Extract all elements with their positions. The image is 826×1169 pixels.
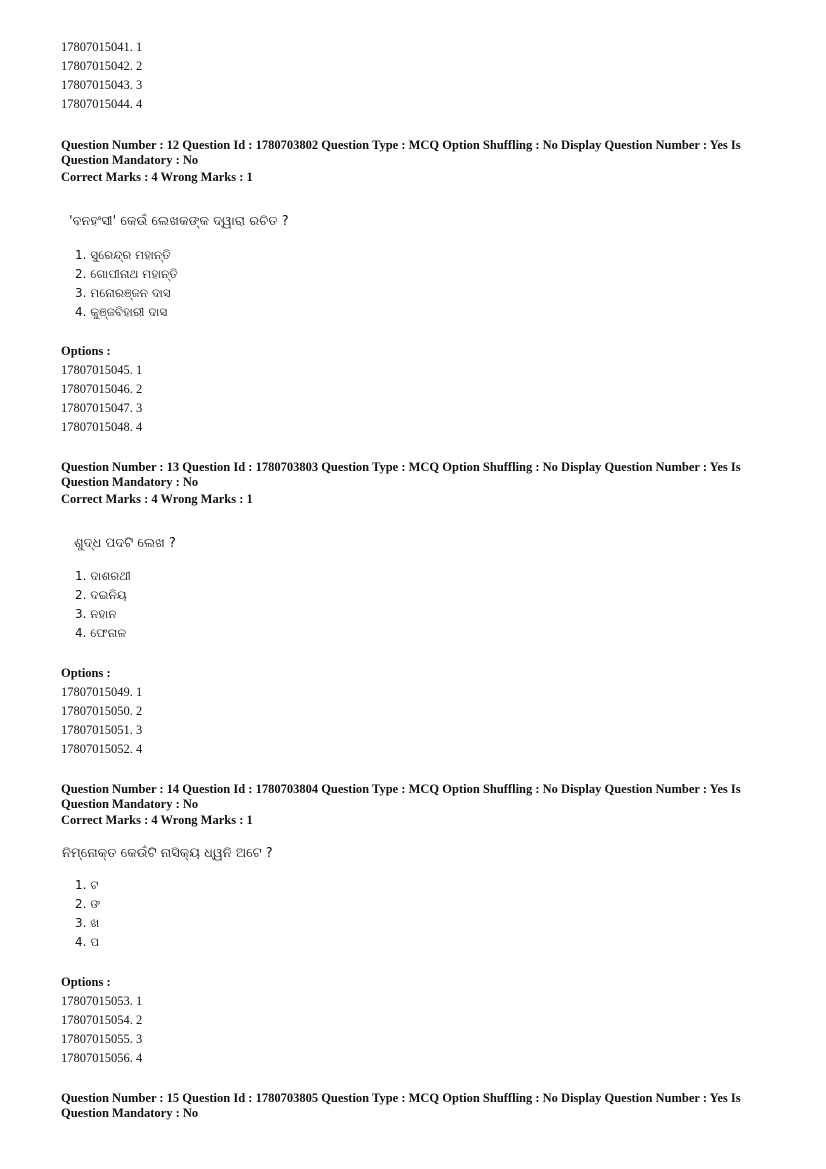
option-id-line: 17807015042. 2 bbox=[61, 59, 143, 73]
q13-option-id: 17807015050. 2 bbox=[61, 704, 143, 718]
q12-choice: 3. ମନୋରଞ୍ଜନ ଦାସ bbox=[75, 286, 171, 300]
q12-option-id: 17807015045. 1 bbox=[61, 363, 143, 377]
q13-question-text: ଶୁଦ୍ଧ ପଦଟି ଲେଖ ? bbox=[74, 536, 176, 551]
q13-choice: 4. ଫେନାଳ bbox=[75, 626, 127, 640]
q13-options-label: Options : bbox=[61, 666, 111, 680]
q13-choice: 1. ଦାଶରଥୀ bbox=[75, 569, 131, 583]
q12-question-text: 'ବନହଂସୀ' କେଉଁ ଲେଖକଙ୍କ ଦ୍ୱାରା ରଚିତ ? bbox=[69, 214, 289, 229]
q14-header: Question Number : 14 Question Id : 1780703804 Question Type : MCQ Option Shuffling : No Display Question Number : Yes Is Question Mandatory : No bbox=[61, 782, 741, 811]
q12-choice: 1. ସୁରେନ୍ଦ୍ର ମହାନ୍ତି bbox=[75, 248, 171, 262]
q14-option-id: 17807015056. 4 bbox=[61, 1051, 143, 1065]
q14-question-text: ନିମ୍ନୋକ୍ତ କେଉଁଟି ନାସିକ୍ୟ ଧ୍ୱନି ଅଟେ ? bbox=[62, 846, 273, 861]
q13-header: Question Number : 13 Question Id : 1780703803 Question Type : MCQ Option Shuffling : No Display Question Number : Yes Is Question Mandatory : No bbox=[61, 460, 741, 489]
q12-options-label: Options : bbox=[61, 344, 111, 358]
q13-option-id: 17807015051. 3 bbox=[61, 723, 143, 737]
q14-option-id: 17807015053. 1 bbox=[61, 994, 143, 1008]
q13-option-id: 17807015049. 1 bbox=[61, 685, 143, 699]
q14-options-label: Options : bbox=[61, 975, 111, 989]
q14-option-id: 17807015055. 3 bbox=[61, 1032, 143, 1046]
q12-option-id: 17807015046. 2 bbox=[61, 382, 143, 396]
q13-option-id: 17807015052. 4 bbox=[61, 742, 143, 756]
q12-option-id: 17807015047. 3 bbox=[61, 401, 143, 415]
q14-option-id: 17807015054. 2 bbox=[61, 1013, 143, 1027]
q14-marks: Correct Marks : 4 Wrong Marks : 1 bbox=[61, 813, 253, 827]
option-id-line: 17807015041. 1 bbox=[61, 40, 143, 54]
q14-choice: 2. ଙ bbox=[75, 897, 101, 911]
q15-header: Question Number : 15 Question Id : 1780703805 Question Type : MCQ Option Shuffling : No Display Question Number : Yes Is Question Mandatory : No bbox=[61, 1091, 741, 1120]
q13-choice: 2. ଦଇନିୟ bbox=[75, 588, 127, 602]
q12-choice: 4. କୁଞ୍ଜବିହାରୀ ଦାସ bbox=[75, 305, 168, 319]
q12-marks: Correct Marks : 4 Wrong Marks : 1 bbox=[61, 170, 253, 184]
q13-marks: Correct Marks : 4 Wrong Marks : 1 bbox=[61, 492, 253, 506]
q12-header: Question Number : 12 Question Id : 1780703802 Question Type : MCQ Option Shuffling : No Display Question Number : Yes Is Question Mandatory : No bbox=[61, 138, 741, 167]
q12-choice: 2. ଗୋପୀନାଥ ମହାନ୍ତି bbox=[75, 267, 178, 281]
q14-choice: 3. ଖ bbox=[75, 916, 100, 930]
q14-choice: 1. ଟ bbox=[75, 878, 99, 892]
q13-choice: 3. ନହାନ bbox=[75, 607, 117, 621]
q12-option-id: 17807015048. 4 bbox=[61, 420, 143, 434]
q14-choice: 4. ପ bbox=[75, 935, 100, 949]
option-id-line: 17807015044. 4 bbox=[61, 97, 143, 111]
option-id-line: 17807015043. 3 bbox=[61, 78, 143, 92]
